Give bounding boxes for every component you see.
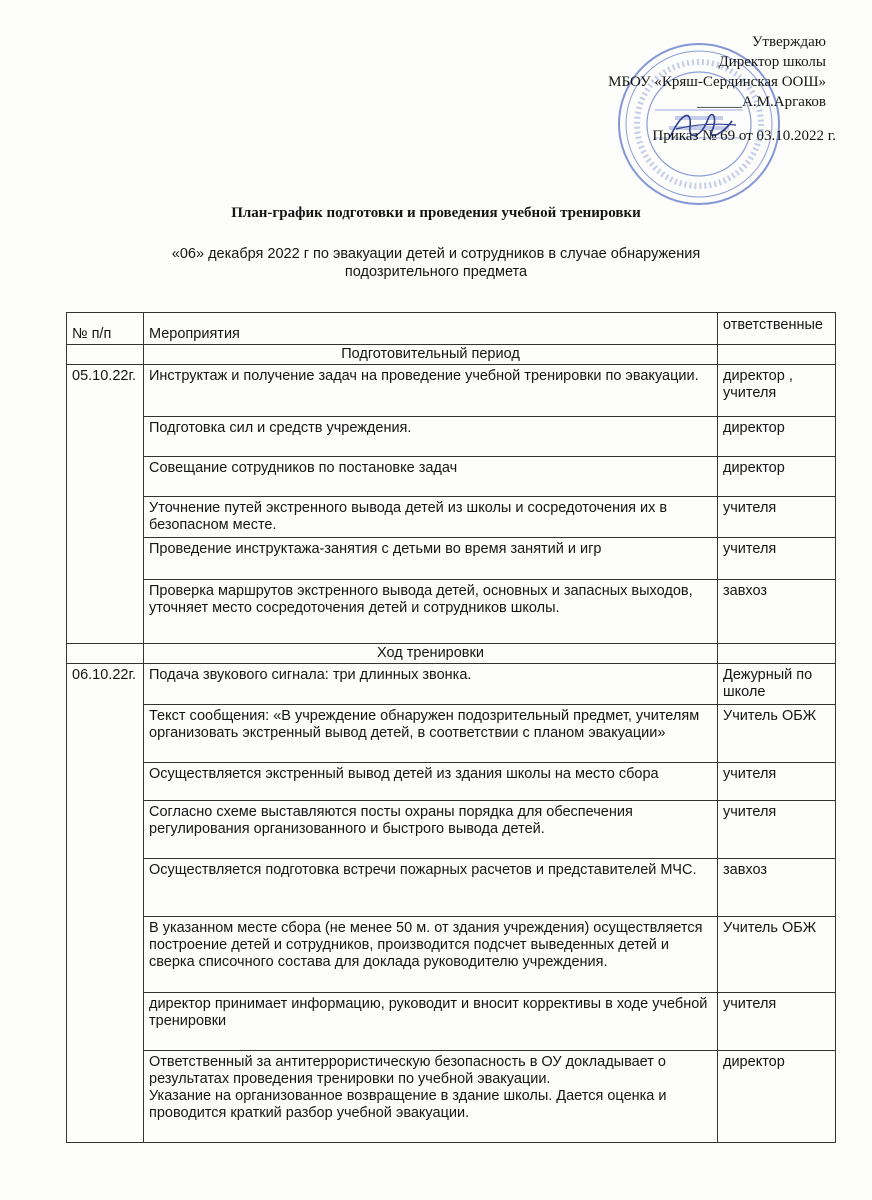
event-text-continued: Указание на организованное возвращение в здание школы. Дается оценка и проводится краткий разбор учебной эвакуации. xyxy=(149,1088,667,1121)
responsible-cell: учителя xyxy=(718,538,836,580)
header-events: Мероприятия xyxy=(144,313,718,345)
event-cell: Подача звукового сигнала: три длинных звонка. xyxy=(144,664,718,705)
header-responsible: ответственные xyxy=(718,313,836,345)
event-cell: Осуществляется подготовка встречи пожарных расчетов и представителей МЧС. xyxy=(144,859,718,917)
director-signature-line: ______А.М.Аргаков xyxy=(697,94,826,110)
table-row xyxy=(67,859,836,917)
event-cell: Проведение инструктажа-занятия с детьми во время занятий и игр xyxy=(144,538,718,580)
event-cell: Текст сообщения: «В учреждение обнаружен подозрительный предмет, учителям организовать экстренный вывод детей, в соответствии с планом эвакуации» xyxy=(144,705,718,763)
responsible-cell: завхоз xyxy=(718,859,836,917)
section-date: 05.10.22г. xyxy=(67,365,144,644)
event-cell: директор принимает информацию, руководит и вносит коррективы в ходе учебной тренировки xyxy=(144,993,718,1051)
schedule-table xyxy=(66,312,836,1143)
responsible-cell: учителя xyxy=(718,801,836,859)
subtitle-line-1: «06» декабря 2022 г по эвакуации детей и сотрудников в случае обнаружения xyxy=(171,246,701,262)
table-row xyxy=(67,917,836,993)
event-cell: Уточнение путей экстренного вывода детей из школы и сосредоточения их в безопасном месте. xyxy=(144,497,718,538)
subtitle-line-2: подозрительного предмета xyxy=(344,264,528,280)
table-row xyxy=(67,497,836,538)
table-header-row xyxy=(67,313,836,345)
table-row xyxy=(67,993,836,1051)
table-row xyxy=(67,457,836,497)
event-cell xyxy=(144,1051,718,1143)
event-cell: Согласно схеме выставляются посты охраны порядка для обеспечения регулирования организованного и быстрого вывода детей. xyxy=(144,801,718,859)
responsible-cell: директор xyxy=(718,417,836,457)
event-cell: Проверка маршрутов экстренного вывода детей, основных и запасных выходов, уточняет место сосредоточения детей и сотрудников школы. xyxy=(144,580,718,644)
responsible-cell: Учитель ОБЖ xyxy=(718,705,836,763)
responsible-cell: Учитель ОБЖ xyxy=(718,917,836,993)
responsible-cell: директор , учителя xyxy=(718,365,836,417)
responsible-cell: Дежурный по школе xyxy=(718,664,836,705)
section-title: Подготовительный период xyxy=(144,345,718,365)
event-cell: Инструктаж и получение задач на проведение учебной тренировки по эвакуации. xyxy=(144,365,718,417)
table-row xyxy=(67,417,836,457)
event-text: Ответственный за антитеррористическую безопасность в ОУ докладывает о результатах проведения тренировки по учебной эвакуации. xyxy=(149,1054,666,1087)
director-position: Директор школы xyxy=(718,54,826,70)
event-cell: Подготовка сил и средств учреждения. xyxy=(144,417,718,457)
document-title: План-график подготовки и проведения учебной тренировки xyxy=(231,205,641,221)
event-cell: Совещание сотрудников по постановке задач xyxy=(144,457,718,497)
responsible-cell: учителя xyxy=(718,763,836,801)
table-row xyxy=(67,664,836,705)
event-cell: Осуществляется экстренный вывод детей из здания школы на место сбора xyxy=(144,763,718,801)
table-row xyxy=(67,580,836,644)
header-num: № п/п xyxy=(67,313,144,345)
table-row xyxy=(67,1051,836,1143)
event-cell: В указанном месте сбора (не менее 50 м. от здания учреждения) осуществляется построение детей и сотрудников, производится подсчет выведенных детей и сверка списочного состава для доклада руководителю учреждения. xyxy=(144,917,718,993)
table-row xyxy=(67,705,836,763)
responsible-cell: учителя xyxy=(718,993,836,1051)
section-row-preparation xyxy=(67,345,836,365)
approve-label: Утверждаю xyxy=(751,34,826,50)
responsible-cell: директор xyxy=(718,1051,836,1143)
responsible-cell: завхоз xyxy=(718,580,836,644)
section-date: 06.10.22г. xyxy=(67,664,144,1143)
table-row xyxy=(67,763,836,801)
responsible-cell: учителя xyxy=(718,497,836,538)
approval-block xyxy=(608,32,836,146)
order-reference: Приказ № 69 от 03.10.2022 г. xyxy=(652,128,836,144)
document-subtitle xyxy=(0,245,872,281)
responsible-cell: директор xyxy=(718,457,836,497)
table-row xyxy=(67,365,836,417)
school-name: МБОУ «Кряш-Сердинская ООШ» xyxy=(608,74,826,90)
table-row xyxy=(67,538,836,580)
section-row-training xyxy=(67,644,836,664)
table-row xyxy=(67,801,836,859)
section-title: Ход тренировки xyxy=(144,644,718,664)
